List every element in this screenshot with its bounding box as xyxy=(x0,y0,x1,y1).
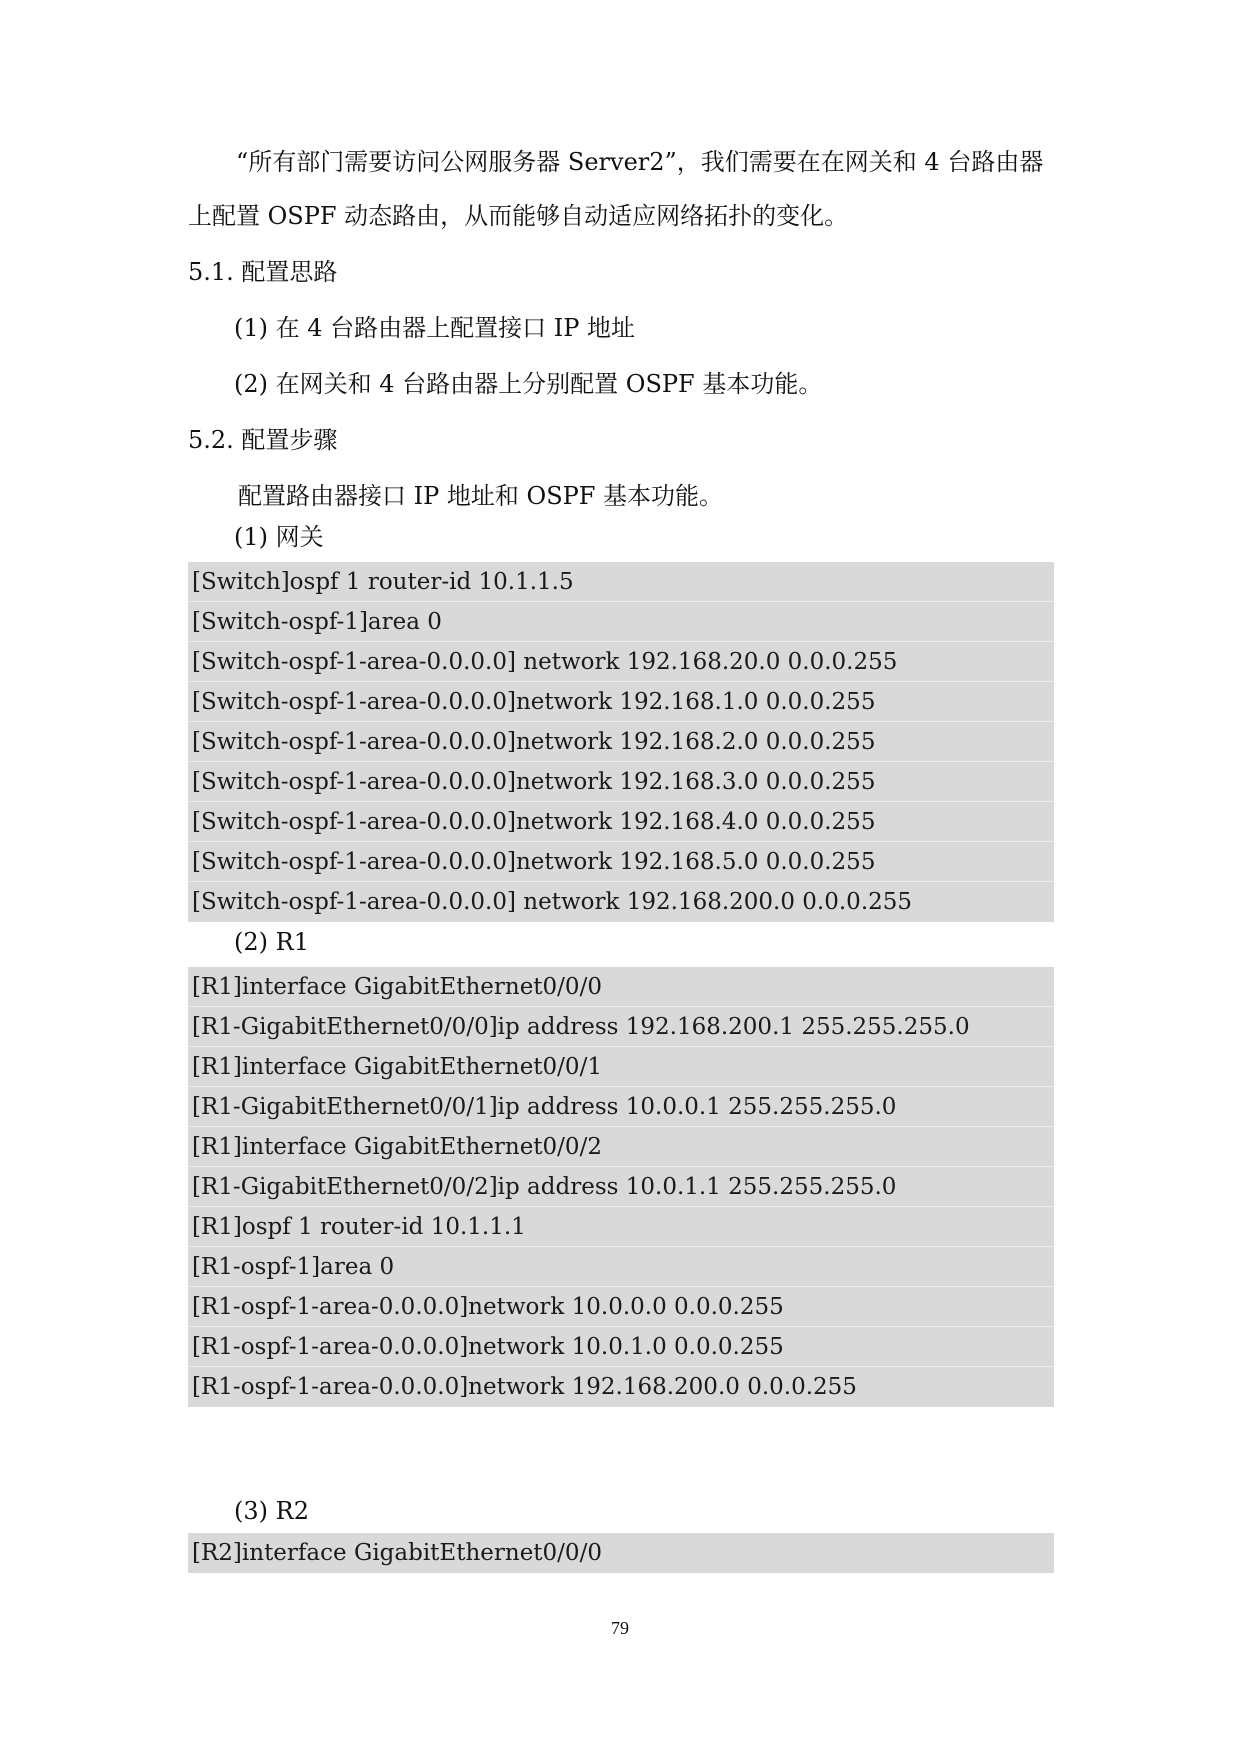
r2-code-block xyxy=(188,1533,1054,1573)
code-line: [R1]ospf 1 router-id 10.1.1.1 xyxy=(188,1207,1054,1247)
code-line: [R1-GigabitEthernet0/0/1]ip address 10.0.0.1 255.255.255.0 xyxy=(188,1087,1054,1127)
code-line: [R1]interface GigabitEthernet0/0/0 xyxy=(188,967,1054,1007)
code-line: [R1-ospf-1-area-0.0.0.0]network 192.168.200.0 0.0.0.255 xyxy=(192,1374,857,1400)
code-line: [R1-ospf-1-area-0.0.0.0]network 10.0.0.0 0.0.0.255 xyxy=(188,1287,1054,1327)
code-line: [Switch-ospf-1-area-0.0.0.0] network 192.168.200.0 0.0.0.255 xyxy=(192,889,913,915)
code-line: [R1]interface GigabitEthernet0/0/1 xyxy=(188,1047,1054,1087)
section-5-1-item-2: (2) 在网关和 4 台路由器上分别配置 OSPF 基本功能。 xyxy=(234,370,823,398)
code-line: [Switch-ospf-1-area-0.0.0.0]network 192.168.3.0 0.0.0.255 xyxy=(188,762,1054,802)
code-line: [R1-ospf-1-area-0.0.0.0]network 10.0.1.0 0.0.0.255 xyxy=(188,1327,1054,1367)
code-line: [R1-GigabitEthernet0/0/2]ip address 10.0.1.1 255.255.255.0 xyxy=(188,1167,1054,1207)
code-line: [R1-GigabitEthernet0/0/0]ip address 192.168.200.1 255.255.255.0 xyxy=(188,1007,1054,1047)
section-5-1-heading: 5.1. 配置思路 xyxy=(188,258,338,286)
r2-label: (3) R2 xyxy=(234,1497,309,1525)
page-number: 79 xyxy=(611,1618,629,1638)
r1-label: (2) R1 xyxy=(234,928,309,956)
code-line: [R1]interface GigabitEthernet0/0/2 xyxy=(188,1127,1054,1167)
code-line: [Switch-ospf-1]area 0 xyxy=(188,602,1054,642)
code-line: [R2]interface GigabitEthernet0/0/0 xyxy=(192,1540,602,1566)
code-line: [Switch-ospf-1-area-0.0.0.0]network 192.168.1.0 0.0.0.255 xyxy=(188,682,1054,722)
code-line: [R1-ospf-1]area 0 xyxy=(188,1247,1054,1287)
intro-paragraph: “所有部门需要访问公网服务器 Server2”，我们需要在在网关和 4 台路由器上配置 OSPF 动态路由，从而能够自动适应网络拓扑的变化。 xyxy=(188,148,1044,230)
section-5-2-intro: 配置路由器接口 IP 地址和 OSPF 基本功能。 xyxy=(238,482,724,510)
section-5-1-item-1: (1) 在 4 台路由器上配置接口 IP 地址 xyxy=(234,314,636,342)
r1-code-block xyxy=(188,967,1054,1407)
code-line: [Switch-ospf-1-area-0.0.0.0] network 192.168.20.0 0.0.0.255 xyxy=(188,642,1054,682)
section-5-2-heading: 5.2. 配置步骤 xyxy=(188,426,338,454)
code-line: [Switch]ospf 1 router-id 10.1.1.5 xyxy=(188,562,1054,602)
code-line: [Switch-ospf-1-area-0.0.0.0]network 192.168.2.0 0.0.0.255 xyxy=(188,722,1054,762)
gateway-label: (1) 网关 xyxy=(234,523,324,551)
code-line: [Switch-ospf-1-area-0.0.0.0]network 192.168.4.0 0.0.0.255 xyxy=(188,802,1054,842)
gateway-code-block xyxy=(188,562,1054,922)
code-line: [Switch-ospf-1-area-0.0.0.0]network 192.168.5.0 0.0.0.255 xyxy=(188,842,1054,882)
